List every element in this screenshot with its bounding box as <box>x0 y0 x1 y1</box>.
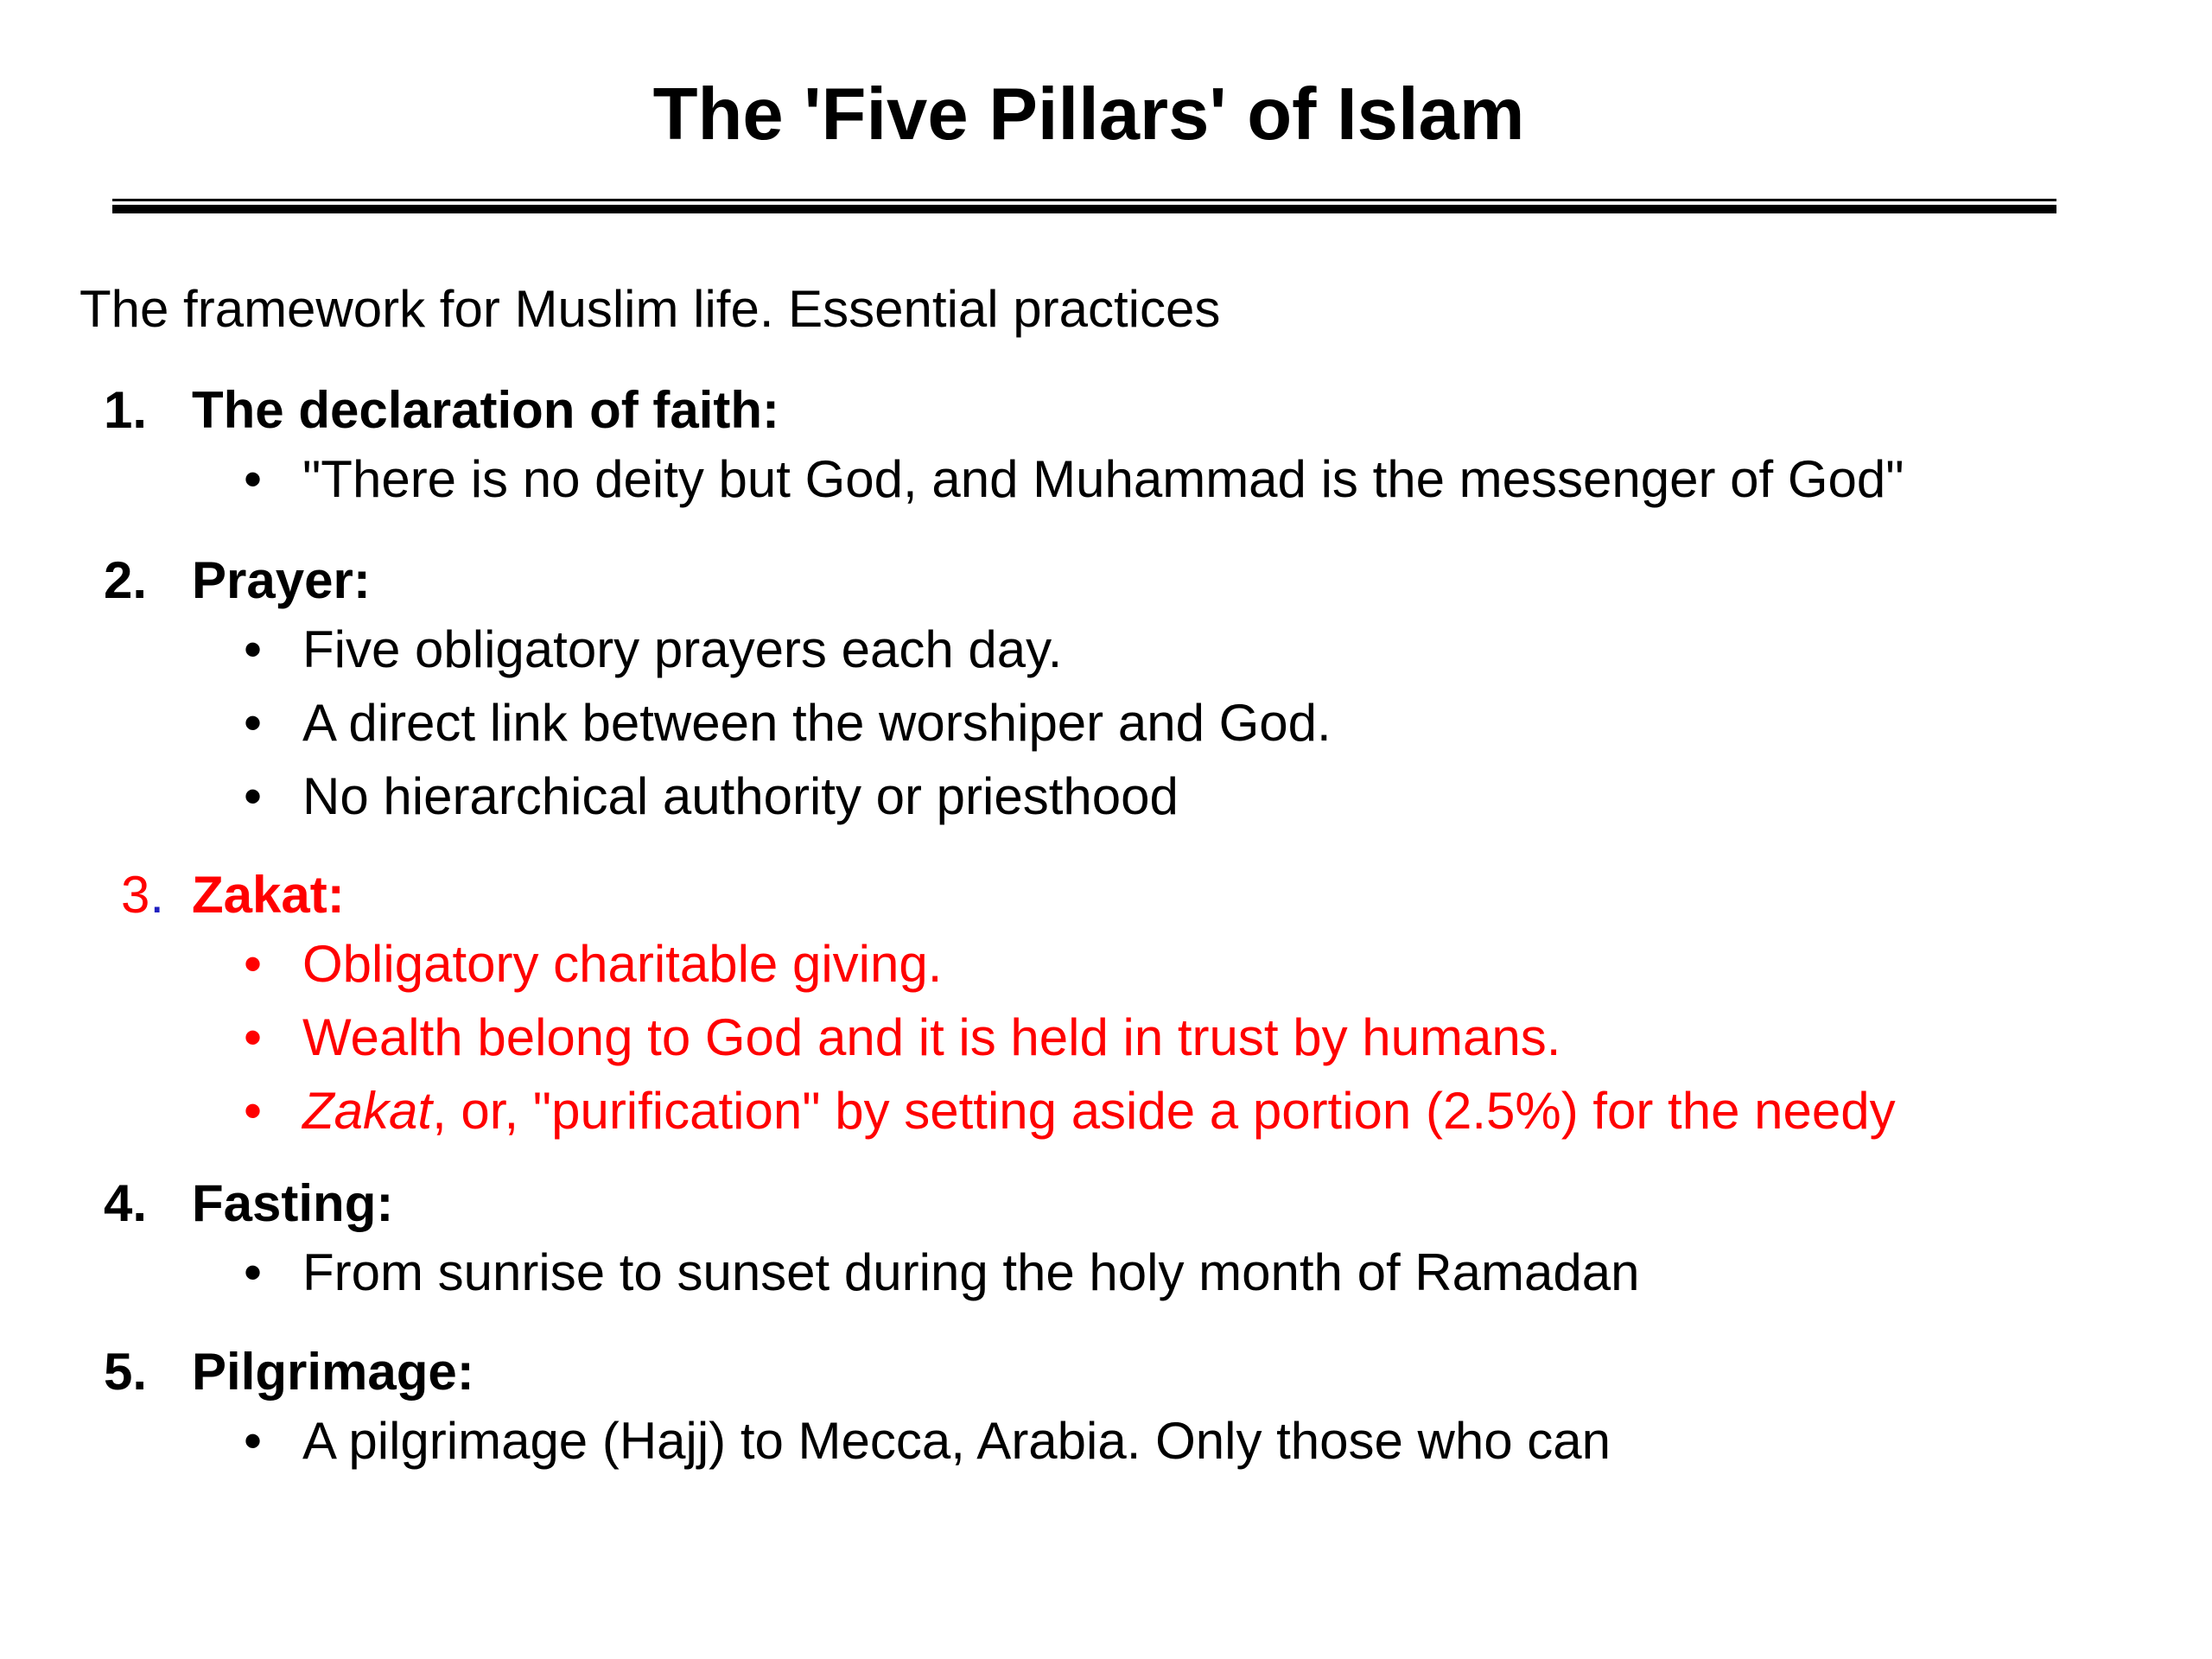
bullet-text: A pilgrimage (Hajj) to Mecca, Arabia. Only those who can <box>302 1412 1611 1470</box>
zakat-definition: , or, "purification" by setting aside a portion (2.5%) for the needy <box>432 1082 1896 1140</box>
pillar-title: The declaration of faith: <box>192 381 780 439</box>
bullet-text: A direct link between the worshiper and God. <box>302 694 1332 752</box>
bullet-list <box>0 1238 2212 1312</box>
pillar-heading <box>0 861 2212 930</box>
title-divider-thick <box>112 205 2056 213</box>
pillar-number-digit: 3 <box>121 866 150 924</box>
pillar-number: 4. <box>104 1174 148 1232</box>
list-item <box>0 1077 2212 1150</box>
pillar-title: Pilgrimage: <box>192 1343 474 1401</box>
pillar-heading <box>0 1169 2212 1238</box>
list-item <box>0 1003 2212 1077</box>
bullet-icon: • <box>244 620 263 678</box>
pillar-number: 5. <box>104 1343 148 1401</box>
bullet-text: Wealth belong to God and it is held in trust by humans. <box>302 1008 1561 1066</box>
bullet-text <box>302 1077 1896 1146</box>
pillar-declaration <box>0 376 2212 518</box>
bullet-icon: • <box>244 1412 263 1470</box>
bullet-icon: • <box>244 935 263 993</box>
pillar-fasting <box>0 1169 2212 1312</box>
pillar-heading <box>0 546 2212 615</box>
pillar-number: 1. <box>104 381 148 439</box>
pillar-prayer <box>0 546 2212 836</box>
pillar-number: 2. <box>104 551 148 609</box>
pillar-heading <box>0 1338 2212 1407</box>
list-item <box>0 1407 2212 1480</box>
pillar-heading <box>0 376 2212 445</box>
bullet-list <box>0 1407 2212 1480</box>
bullet-icon: • <box>244 767 263 825</box>
bullet-icon: • <box>244 450 263 508</box>
list-item <box>0 445 2212 518</box>
bullet-text: From sunrise to sunset during the holy month of Ramadan <box>302 1243 1640 1301</box>
bullet-icon: • <box>244 1243 263 1301</box>
pillar-zakat <box>0 861 2212 1150</box>
title-divider-thin <box>112 199 2056 201</box>
pillar-title: Fasting: <box>192 1174 394 1232</box>
pillar-number <box>121 861 164 930</box>
pillar-title: Zakat: <box>192 866 345 924</box>
pillar-title: Prayer: <box>192 551 371 609</box>
bullet-icon: • <box>244 1082 263 1140</box>
list-item <box>0 615 2212 689</box>
bullet-list <box>0 615 2212 836</box>
bullet-list <box>0 930 2212 1150</box>
list-item <box>0 762 2212 836</box>
bullet-text: No hierarchical authority or priesthood <box>302 767 1179 825</box>
bullet-icon: • <box>244 1008 263 1066</box>
list-item <box>0 1238 2212 1312</box>
zakat-term: Zakat <box>302 1082 433 1140</box>
bullet-text: "There is no deity but God, and Muhammad is the messenger of God" <box>302 450 1904 508</box>
pillar-pilgrimage <box>0 1338 2212 1480</box>
bullet-icon: • <box>244 694 263 752</box>
bullet-text: Five obligatory prayers each day. <box>302 620 1063 678</box>
pillar-number-dot: . <box>149 866 165 924</box>
list-item <box>0 689 2212 762</box>
bullet-list <box>0 445 2212 518</box>
list-item <box>0 930 2212 1003</box>
intro-text: The framework for Muslim life. Essential practices <box>79 280 1221 338</box>
slide-title: The 'Five Pillars' of Islam <box>652 73 1525 156</box>
bullet-text: Obligatory charitable giving. <box>302 935 943 993</box>
